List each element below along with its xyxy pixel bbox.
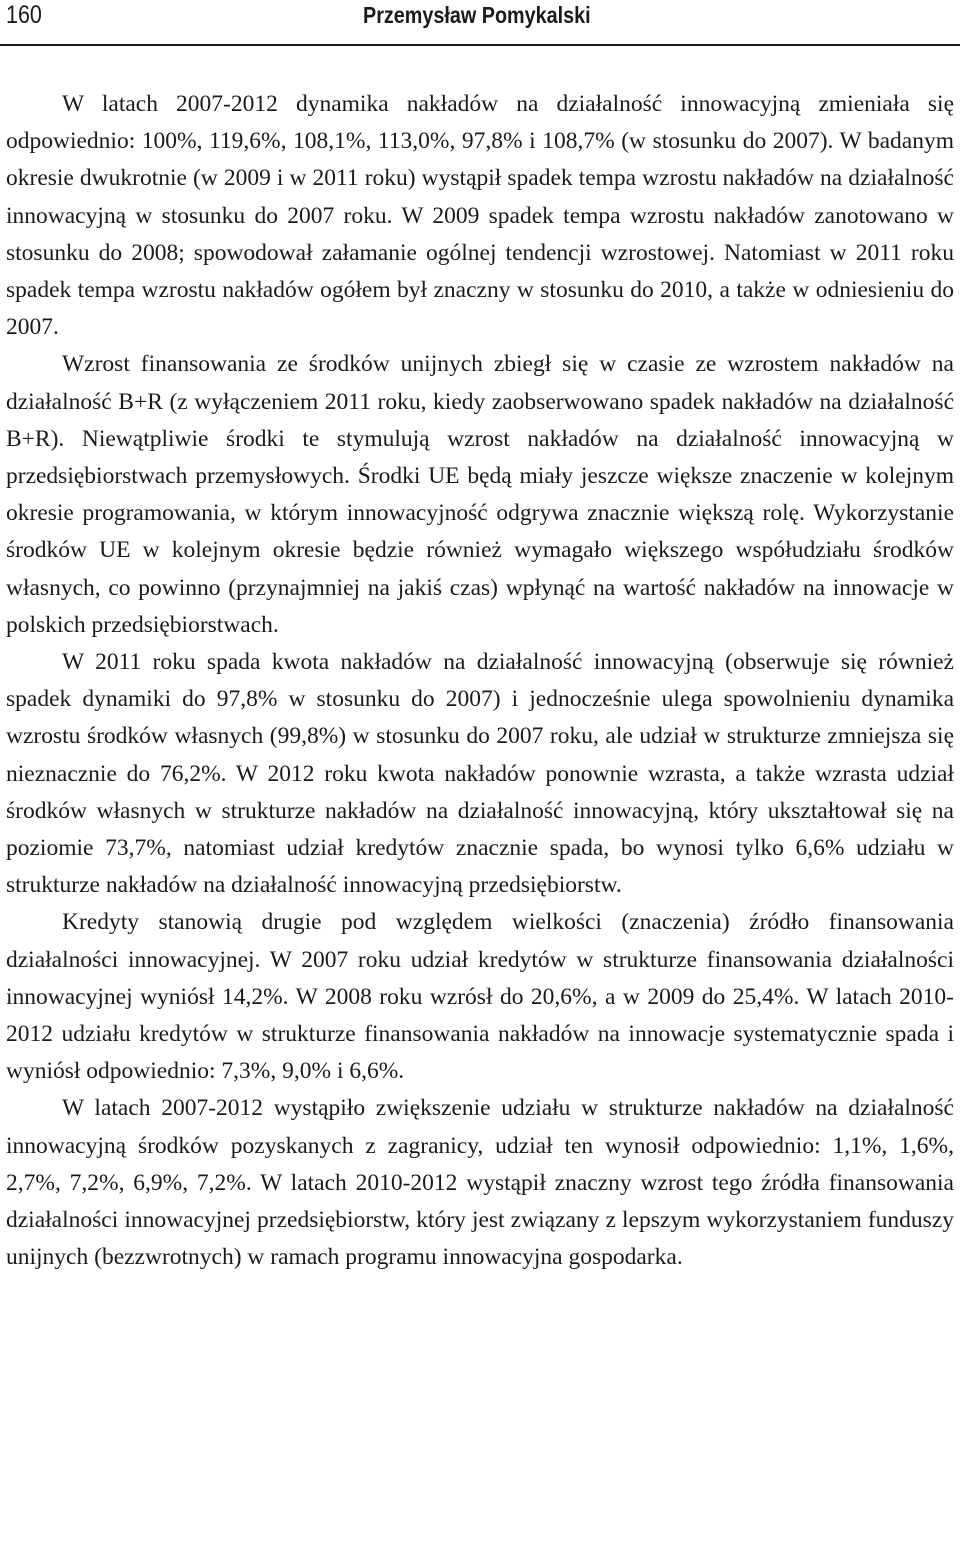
page-header xyxy=(0,0,960,46)
paragraph: W latach 2007-2012 wystąpiło zwiększenie udziału w strukturze nakładów na działalność innowacyjną środków pozyskanych z zagranicy, udział ten wynosił odpowiednio: 1,1%, 1,6%, 2,7%, 7,2%, 6,9%, 7,2%. W latach 2010-2012 wystąpił znaczny wzrost tego źródła finansowania działalności innowacyjnej przedsiębiorstw, który jest związany z lepszym wykorzystaniem funduszy unijnych (bezzwrotnych) w ramach programu innowacyjna gospodarka. xyxy=(6,1095,954,1271)
paragraph: Wzrost finansowania ze środków unijnych zbiegł się w czasie ze wzrostem nakładów na działalność B+R (z wyłączeniem 2011 roku, kiedy zaobserwowano spadek nakładów na działalność B+R). Niewątpliwie środki te stymulują wzrost nakładów na działalność innowacyjną w przedsiębiorstwach przemysłowych. Środki UE będą miały jeszcze większe znaczenie w kolejnym okresie programowania, w którym innowacyjność odgrywa znacznie większą rolę. Wykorzystanie środków UE w kolejnym okresie będzie również wymagało większego współudziału środków własnych, co powinno (przynajmniej na jakiś czas) wpłynąć na wartość nakładów na innowacje w polskich przedsiębiorstwach. xyxy=(6,351,954,638)
paragraph: Kredyty stanowią drugie pod względem wielkości (znaczenia) źródło finansowania działalności innowacyjnej. W 2007 roku udział kredytów w strukturze finansowania działalności innowacyjnej wyniósł 14,2%. W 2008 roku wzrósł do 20,6%, a w 2009 do 25,4%. W latach 2010-2012 udziału kredytów w strukturze finansowania nakładów na innowacje systematycznie spada i wyniósł odpowiednio: 7,3%, 9,0% i 6,6%. xyxy=(6,909,954,1085)
body-text xyxy=(6,86,954,1277)
running-head-author: Przemysław Pomykalski xyxy=(363,2,591,28)
page-number: 160 xyxy=(6,1,42,29)
paragraph: W 2011 roku spada kwota nakładów na działalność innowacyjną (obserwuje się również spadek dynamiki do 97,8% w stosunku do 2007) i jednocześnie ulega spowolnieniu dynamika wzrostu środków własnych (99,8%) w stosunku do 2007 roku, ale udział w strukturze zmniejsza się nieznacznie do 76,2%. W 2012 roku kwota nakładów ponownie wzrasta, a także wzrasta udział środków własnych w strukturze nakładów na działalność innowacyjną, który ukształtował się na poziomie 73,7%, natomiast udział kredytów znacznie spada, bo wynosi tylko 6,6% udziału w strukturze nakładów na działalność innowacyjną przedsiębiorstw. xyxy=(6,649,954,899)
paragraph: W latach 2007-2012 dynamika nakładów na działalność innowacyjną zmieniała się odpowiednio: 100%, 119,6%, 108,1%, 113,0%, 97,8% i 108,7% (w stosunku do 2007). W badanym okresie dwukrotnie (w 2009 i w 2011 roku) wystąpił spadek tempa wzrostu nakładów na działalność innowacyjną w stosunku do 2007 roku. W 2009 spadek tempa wzrostu nakładów zanotowano w stosunku do 2008; spowodował załamanie ogólnej tendencji wzrostowej. Natomiast w 2011 roku spadek tempa wzrostu nakładów ogółem był znaczny w stosunku do 2010, a także w odniesieniu do 2007. xyxy=(6,91,954,341)
